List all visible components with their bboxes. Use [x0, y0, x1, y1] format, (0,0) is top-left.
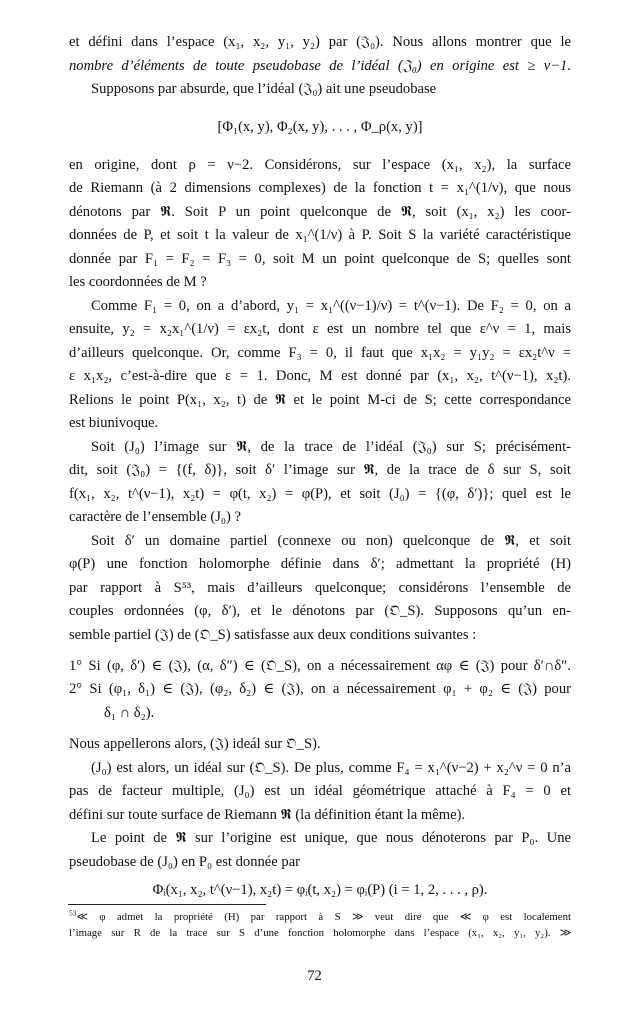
condition-2-continued: δ₁ ∩ δ₂). — [104, 705, 155, 721]
footnote-line-1 — [69, 910, 571, 924]
text-line: défini sur toute surface de Riemann 𝕽 (la définition étant la même). — [69, 807, 466, 823]
text-line: semble partiel (𝔍) de (𝔒_S) satisfasse aux deux conditions suivantes : — [69, 627, 477, 643]
page-number: 72 — [307, 968, 322, 984]
text-line: ensuite, y₂ = x₂x₁^(1/ν) = εx₂t, dont ε est un nombre tel que ε^ν = 1, mais — [69, 321, 571, 337]
text-line: Relions le point P(x₁, x₂, t) de 𝕽 et le point M-ci de S; cette correspondance — [69, 392, 571, 408]
condition-2: 2° Si (φ₁, δ₁) ∈ (𝔍), (φ₂, δ₂) ∈ (𝔍), on a nécessairement φ₁ + φ₂ ∈ (𝔍) pour — [69, 681, 571, 697]
text-line: donnée par F₁ = F₂ = F₃ = 0, soit M un point quelconque de S; quelles sont — [69, 251, 571, 267]
text-line: pseudobase de (J₀) en P₀ est donnée par — [69, 854, 301, 870]
text-line: f(x₁, x₂, t^(ν−1), x₂t) = φ(t, x₂) = φ(P), et soit (J₀) = {(φ, δ′)}; quel est le — [69, 486, 571, 502]
paragraph-start: Soit δ′ un domaine partiel (connexe ou non) quelconque de 𝕽, et soit — [91, 533, 571, 549]
footnote-text: ≪ φ admet la propriété (H) par rapport à S ≫ veut dire que ≪ φ est localement — [76, 911, 571, 923]
text-line: ε x₁x₂, c’est-à-dire que ε = 1. Donc, M est donné par (x₁, x₂, t^(ν−1), x₂t). — [69, 368, 571, 384]
text-line: données de P, et soit t la valeur de x₁^(1/ν) à P. Soit S la variété caractéristique — [69, 227, 571, 243]
text-line: de Riemann (à 2 dimensions complexes) de la fonction t = x₁^(1/ν), que nous — [69, 180, 571, 196]
text-line: pas de facteur multiple, (J₀) est un idéal géométrique attaché à F₄ = 0 et — [69, 783, 571, 799]
footnote-rule — [68, 904, 266, 905]
display-equation-pseudobase: [Φ₁(x, y), Φ₂(x, y), . . . , Φ_ρ(x, y)] — [217, 119, 423, 135]
paragraph-start: Soit (J₀) l’image sur 𝕽, de la trace de l’idéal (𝔍₀) sur S; précisément- — [91, 439, 571, 455]
text-line: dit, soit (𝔍₀) = {(f, δ)}, soit δ′ l’image sur 𝕽, de la trace de δ sur S, soit — [69, 462, 571, 478]
text-line: et défini dans l’espace (x₁, x₂, y₁, y₂) par (𝔍₀). Nous allons montrer que le — [69, 34, 571, 50]
footnote-marker: 53 — [69, 908, 77, 918]
text-line: les coordonnées de M ? — [69, 274, 207, 290]
text-line: caractère de l’ensemble (J₀) ? — [69, 509, 241, 525]
paragraph-start: Le point de 𝕽 sur l’origine est unique, que nous dénoterons par P₀. Une — [91, 830, 571, 846]
text-line: couples ordonnées (φ, δ′), et le dénotons par (𝔒_S). Supposons qu’un en- — [69, 603, 571, 619]
footnote-line-2: l’image sur R de la trace sur S d’une fonction holomorphe dans l’espace (x₁, x₂, y₁, y₂). ≫ — [69, 927, 571, 939]
paragraph-start: (J₀) est alors, un idéal sur (𝔒_S). De plus, comme F₄ = x₁^(ν−2) + x₂^ν = 0 n’a — [91, 760, 571, 776]
paragraph-start: Comme F₁ = 0, on a d’abord, y₁ = x₁^((ν−1)/ν) = t^(ν−1). De F₂ = 0, on a — [91, 298, 571, 314]
text-line: dénotons par 𝕽. Soit P un point quelconque de 𝕽, soit (x₁, x₂) les coor- — [69, 204, 571, 220]
condition-1: 1° Si (φ, δ′) ∈ (𝔍), (α, δ″) ∈ (𝔒_S), on a nécessairement αφ ∈ (𝔍) pour δ′∩δ″. — [69, 658, 571, 674]
text-line: par rapport à S⁵³, mais d’ailleurs quelconque; considérons l’ensemble de — [69, 580, 571, 596]
text-line: d’ailleurs quelconque. Or, comme F₃ = 0, il faut que x₁x₂ = y₁y₂ = εx₂t^ν = — [69, 345, 571, 361]
text-line: est biunivoque. — [69, 415, 159, 431]
text-line: φ(P) une fonction holomorphe définie dans δ′; admettant la propriété (H) — [69, 556, 571, 572]
paragraph-start: Supposons par absurde, que l’idéal (𝔍₀) ait une pseudobase — [91, 81, 437, 97]
text-line-italic-claim: nombre d’éléments de toute pseudobase de l’idéal (𝔍₀) en origine est ≥ ν−1. — [69, 58, 571, 74]
display-equation-phi-i: Φᵢ(x₁, x₂, t^(ν−1), x₂t) = φᵢ(t, x₂) = φᵢ(P) (i = 1, 2, . . . , ρ). — [152, 882, 488, 898]
text-line: en origine, dont ρ = ν−2. Considérons, sur l’espace (x₁, x₂), la surface — [69, 157, 571, 173]
text-line: Nous appellerons alors, (𝔍) ideál sur 𝔒_S). — [69, 736, 321, 752]
